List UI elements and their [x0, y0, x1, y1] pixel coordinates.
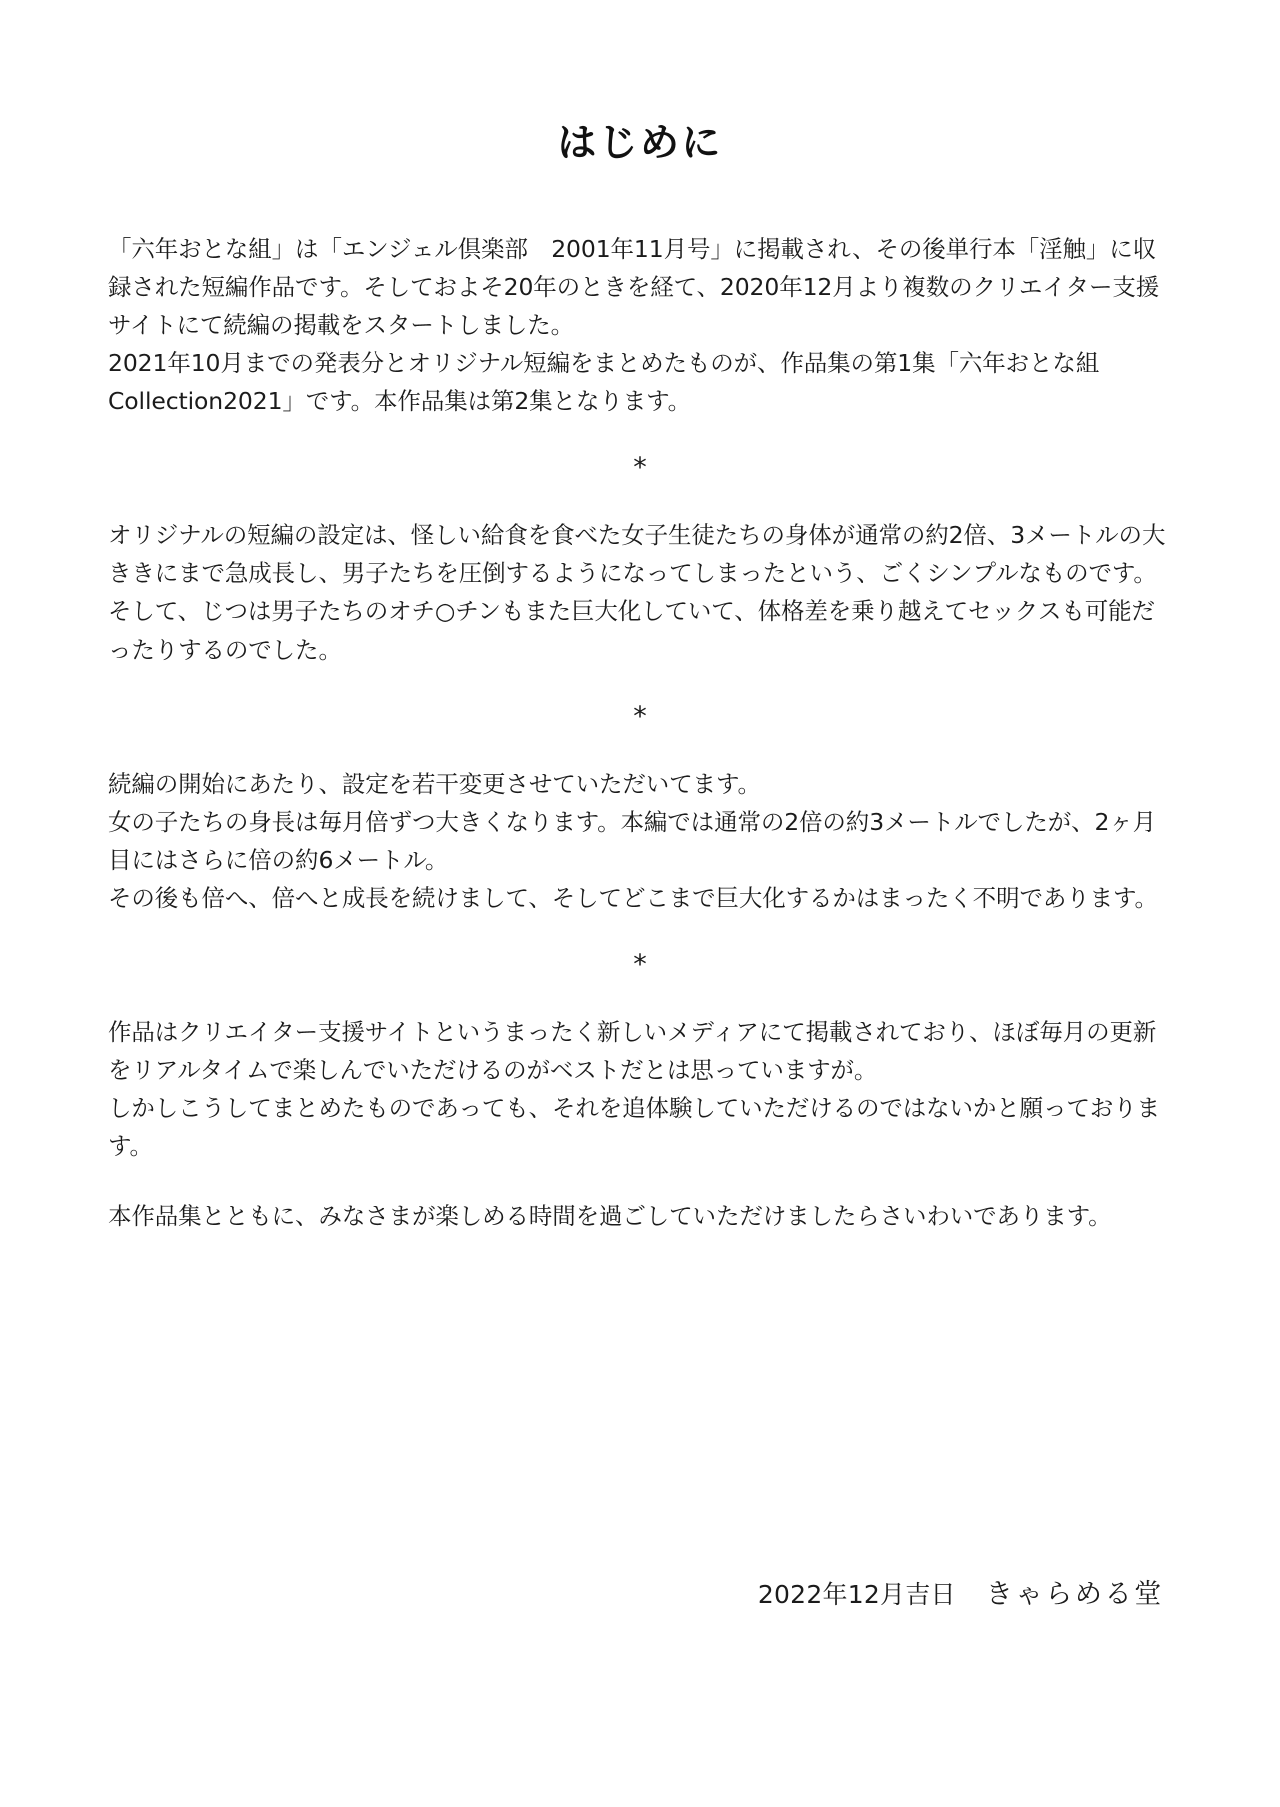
paragraph: しかしこうしてまとめたものであっても、それを追体験していただけるのではないかと願っております。 [108, 1093, 1160, 1160]
paragraph: 本作品集とともに、みなさまが楽しめる時間を過ごしていただけましたらさいわいであります。 [108, 1202, 1112, 1231]
paragraph: 2021年10月までの発表分とオリジナル短編をまとめたものが、作品集の第1集「六年おとな組 Collection2021」です。本作品集は第2集となります。 [108, 349, 1100, 416]
paragraph-block-1 [108, 230, 1172, 420]
paragraph: 女の子たちの身長は毎月倍ずつ大きくなります。本編では通常の2倍の約3メートルでしたが、2ヶ月目にはさらに倍の約6メートル。 [108, 807, 1157, 874]
document-body [108, 112, 1172, 1241]
paragraph: 「六年おとな組」は「エンジェル倶楽部 2001年11月号」に掲載され、その後単行本「淫触」に収録された短編作品です。そしておよそ20年のときを経て、2020年12月より複数のクリエイター支援サイトにて続編の掲載をスタートしました。 [108, 235, 1160, 340]
footer-author: きゃらめる堂 [985, 1579, 1164, 1610]
paragraph-block-3 [108, 765, 1172, 917]
section-separator: * [633, 700, 647, 732]
paragraph: その後も倍へ、倍へと成長を続けまして、そしてどこまで巨大化するかはまったく不明であります。 [108, 883, 1158, 912]
paragraph-block-2 [108, 516, 1172, 668]
section-separator: * [633, 452, 647, 484]
paragraph-block-4 [108, 1013, 1172, 1165]
paragraph: オリジナルの短編の設定は、怪しい給食を食べた女子生徒たちの身体が通常の約2倍、3メートルの大ききにまで急成長し、男子たちを圧倒するようになってしまったという、ごくシンプルなものです。 [108, 521, 1166, 588]
paragraph: 続編の開始にあたり、設定を若干変更させていただいてます。 [108, 769, 761, 798]
footer-date: 2022年12月吉日 [757, 1580, 956, 1609]
document-footer [758, 1572, 1164, 1611]
paragraph-block-5 [108, 1197, 1172, 1235]
paragraph: そして、じつは男子たちのオチ○チンもまた巨大化していて、体格差を乗り越えてセックスも可能だったりするのでした。 [108, 597, 1155, 664]
page-title: はじめに [557, 121, 723, 166]
paragraph: 作品はクリエイター支援サイトというまったく新しいメディアにて掲載されており、ほぼ毎月の更新をリアルタイムで楽しんでいただけるのがベストだとは思っていますが。 [108, 1017, 1157, 1084]
paragraph-spacer [108, 1171, 1172, 1197]
section-separator: * [633, 948, 647, 980]
